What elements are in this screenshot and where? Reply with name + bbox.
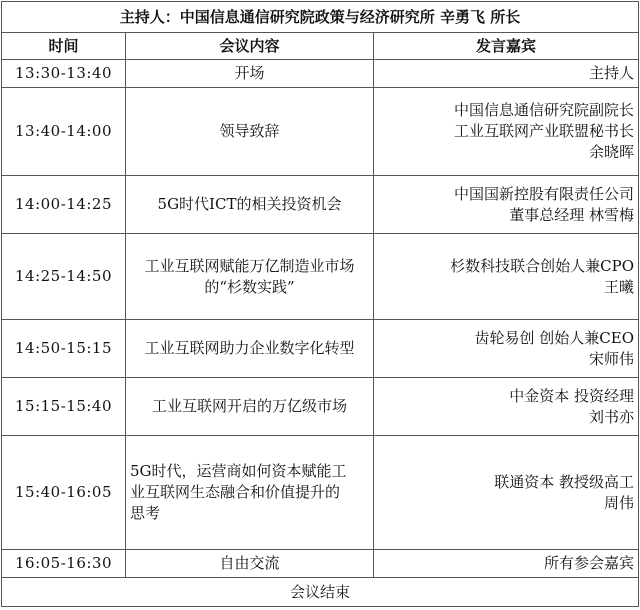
speaker-line: 中国信息通信研究院副院长 xyxy=(453,101,634,119)
agenda-row xyxy=(2,320,639,378)
speaker-cell xyxy=(374,176,639,234)
content-cell xyxy=(126,60,374,88)
speaker-line: 余晓晖 xyxy=(588,143,634,161)
speaker-cell xyxy=(374,88,639,176)
speaker-line: 联通资本 教授级高工 xyxy=(494,472,634,491)
content-cell xyxy=(126,378,374,436)
content-cell xyxy=(126,320,374,378)
content-line: 业互联网生态融合和价值提升的 xyxy=(130,483,341,501)
content-line: 工业互联网赋能万亿制造业市场 xyxy=(144,256,355,275)
time-cell: 14:00-14:25 xyxy=(2,176,126,234)
speaker-cell xyxy=(374,60,639,88)
speaker-cell xyxy=(374,320,639,378)
agenda-row xyxy=(2,550,639,578)
speaker-line: 齿轮易创 创始人兼CEO xyxy=(474,328,634,347)
header-time: 时间 xyxy=(2,33,126,60)
time-cell: 13:30-13:40 xyxy=(2,60,126,88)
content-cell xyxy=(126,234,374,320)
speaker-cell xyxy=(374,550,639,578)
speaker-line: 主持人 xyxy=(588,64,634,82)
time-cell: 16:05-16:30 xyxy=(2,550,126,578)
time-cell: 15:15-15:40 xyxy=(2,378,126,436)
content-cell xyxy=(126,550,374,578)
content-line: 领导致辞 xyxy=(219,122,280,140)
content-line: 思考 xyxy=(130,504,161,522)
header-content: 会议内容 xyxy=(126,33,374,60)
content-line: 工业互联网开启的万亿级市场 xyxy=(151,397,347,415)
content-line: 5G时代ICT的相关投资机会 xyxy=(157,195,342,213)
content-line: 5G时代，运营商如何资本赋能工 xyxy=(130,462,347,480)
speaker-cell xyxy=(374,436,639,550)
header-speaker: 发言嘉宾 xyxy=(374,33,639,60)
speaker-line: 工业互联网产业联盟秘书长 xyxy=(453,122,634,140)
content-line: 自由交流 xyxy=(219,554,280,572)
agenda-row xyxy=(2,88,639,176)
time-cell: 14:25-14:50 xyxy=(2,234,126,320)
time-cell: 15:40-16:05 xyxy=(2,436,126,550)
agenda-row xyxy=(2,234,639,320)
content-cell xyxy=(126,176,374,234)
speaker-line: 所有参会嘉宾 xyxy=(543,554,634,572)
content-line: 的“杉数实践” xyxy=(204,277,295,296)
meeting-end-label: 会议结束 xyxy=(2,578,639,607)
speaker-line: 中国国新控股有限责任公司 xyxy=(453,184,634,203)
speaker-line: 董事总经理 林雪梅 xyxy=(509,205,634,224)
footer-row xyxy=(2,578,639,607)
header-row xyxy=(2,33,639,60)
host-title: 主持人：中国信息通信研究院政策与经济研究所 辛勇飞 所长 xyxy=(2,2,639,33)
agenda-row xyxy=(2,378,639,436)
content-line: 工业互联网助力企业数字化转型 xyxy=(144,339,355,357)
speaker-line: 刘书亦 xyxy=(588,407,634,426)
time-cell: 14:50-15:15 xyxy=(2,320,126,378)
speaker-line: 王曦 xyxy=(603,277,634,296)
speaker-line: 宋师伟 xyxy=(588,349,634,368)
speaker-line: 杉数科技联合创始人兼CPO xyxy=(450,256,634,275)
speaker-line: 中金资本 投资经理 xyxy=(509,386,634,405)
content-cell xyxy=(126,88,374,176)
host-row xyxy=(2,2,639,33)
agenda-row xyxy=(2,176,639,234)
agenda-table xyxy=(1,1,639,607)
time-cell: 13:40-14:00 xyxy=(2,88,126,176)
agenda-row xyxy=(2,60,639,88)
content-cell xyxy=(126,436,374,550)
speaker-cell xyxy=(374,378,639,436)
speaker-line: 周伟 xyxy=(603,493,634,512)
agenda-row xyxy=(2,436,639,550)
content-line: 开场 xyxy=(234,64,265,82)
speaker-cell xyxy=(374,234,639,320)
